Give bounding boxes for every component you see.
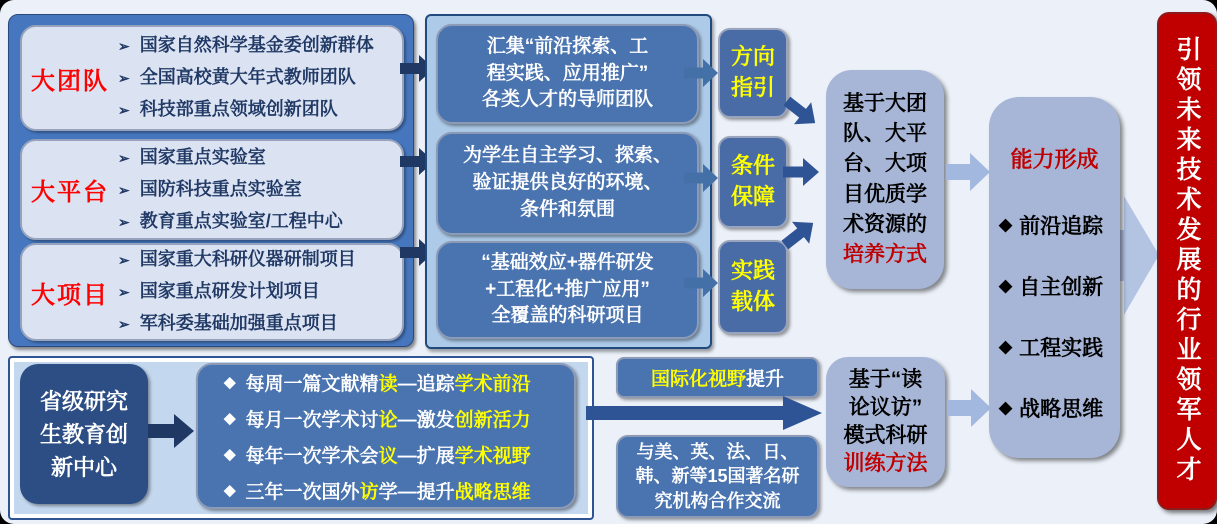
arrow-bullet-icon: ➢ xyxy=(118,102,130,118)
group-label-big-project: 大项目 xyxy=(31,281,109,309)
arrow-bullet-icon: ➢ xyxy=(118,38,130,54)
group-items-big-team xyxy=(118,30,402,126)
item-text: 国家重点研发计划项目 xyxy=(139,281,320,301)
flow-arrow-icon xyxy=(783,158,819,186)
ability-items xyxy=(989,210,1120,423)
cooperation-box: 与美、英、法、日、 韩、新等15国著名研 究机构合作交流 xyxy=(616,435,819,518)
list-item xyxy=(118,142,402,174)
pillar-condition-support: 条件 保障 xyxy=(718,136,788,228)
list-item xyxy=(224,441,574,468)
item-text: 每月一次学术讨论—激发创新活力 xyxy=(245,409,531,431)
list-item xyxy=(224,477,574,504)
goal-text: 引领未来技术发展的行业领军人才 xyxy=(1173,36,1201,486)
environment-description: 为学生自主学习、探索、 验证提供良好的环境、 条件和氛围 xyxy=(436,132,699,235)
international-vision-box: 国际化视野 提升 xyxy=(616,357,819,398)
list-item xyxy=(999,393,1120,423)
list-item xyxy=(118,308,402,340)
arrow-bullet-icon: ➢ xyxy=(118,316,130,332)
list-item xyxy=(118,276,402,308)
flow-arrow-icon xyxy=(684,164,718,192)
diamond-bullet-icon: ◆ xyxy=(224,446,236,463)
item-text: 军科委基础加强重点项目 xyxy=(139,313,338,333)
item-text: 国家自然科学基金委创新群体 xyxy=(139,35,374,55)
item-text: 前沿追踪 xyxy=(1019,215,1104,238)
resource-group-big-project xyxy=(20,243,404,341)
pillar-direction-guidance: 方向 指引 xyxy=(718,28,788,118)
flow-arrow-icon xyxy=(947,389,991,427)
flow-arrow-icon xyxy=(946,153,990,191)
group-items-big-project xyxy=(118,244,402,340)
ability-formation-box xyxy=(989,97,1120,458)
resource-group-big-team xyxy=(20,25,404,131)
item-text: 战略思维 xyxy=(1019,398,1104,421)
training-method-highlight: 训练方法 xyxy=(843,451,928,475)
arrow-bullet-icon: ➢ xyxy=(118,284,130,300)
item-text: 自主创新 xyxy=(1019,276,1104,299)
flow-arrow-icon xyxy=(684,269,718,297)
item-text: 国家重大科研仪器研制项目 xyxy=(139,249,356,269)
cultivation-method-text: 基于大团 队、大平 台、大项 目优质学 术资源的 xyxy=(843,92,927,236)
list-item xyxy=(999,332,1120,362)
arrow-bullet-icon: ➢ xyxy=(118,181,130,198)
provincial-center-box: 省级研究 生教育创 新中心 xyxy=(20,364,148,504)
diamond-bullet-icon: ◆ xyxy=(999,215,1013,234)
arrow-bullet-icon: ➢ xyxy=(118,149,130,166)
item-text: 国家重点实验室 xyxy=(139,146,266,167)
descriptions-panel xyxy=(425,14,712,349)
list-item xyxy=(224,369,574,396)
list-item xyxy=(224,405,574,432)
training-method-box xyxy=(826,357,945,487)
list-item xyxy=(118,174,402,206)
item-text: 每年一次学术会议—扩展学术视野 xyxy=(245,445,531,467)
list-item xyxy=(118,244,402,276)
diamond-bullet-icon: ◆ xyxy=(999,276,1013,295)
goal-box xyxy=(1157,12,1217,510)
item-text: 科技部重点领域创新团队 xyxy=(139,99,338,119)
group-items-big-platform xyxy=(118,142,402,238)
ability-title: 能力形成 xyxy=(1010,147,1099,172)
item-text: 每周一篇文献精读—追踪学术前沿 xyxy=(245,373,531,395)
diamond-bullet-icon: ◆ xyxy=(224,482,236,499)
mentor-team-description: 汇集“前沿探索、工 程实践、应用推广” 各类人才的导师团队 xyxy=(436,24,699,124)
list-item xyxy=(118,94,402,126)
cultivation-method-box xyxy=(826,70,944,289)
flow-arrow-icon xyxy=(684,59,718,87)
diamond-bullet-icon: ◆ xyxy=(999,337,1013,356)
diamond-bullet-icon: ◆ xyxy=(224,410,236,427)
item-text: 国防科技重点实验室 xyxy=(139,178,302,199)
project-coverage-description: “基础效应+器件研发 +工程化+推广应用” 全覆盖的科研项目 xyxy=(436,241,699,339)
item-text: 全国高校黄大年式教师团队 xyxy=(139,67,356,87)
item-text: 工程实践 xyxy=(1019,337,1104,360)
resource-group-big-platform xyxy=(20,139,404,240)
item-text: 教育重点实验室/工程中心 xyxy=(139,210,343,231)
flow-arrow-icon xyxy=(148,414,194,448)
training-method-text: 基于“读 论议访” 模式科研 xyxy=(843,368,928,447)
arrow-bullet-icon: ➢ xyxy=(118,252,130,268)
diamond-bullet-icon: ◆ xyxy=(999,398,1013,417)
arrow-bullet-icon: ➢ xyxy=(118,70,130,86)
flow-arrow-icon xyxy=(586,396,822,430)
activities-box xyxy=(196,363,576,509)
group-label-big-platform: 大平台 xyxy=(31,179,109,206)
list-item xyxy=(118,206,402,238)
group-label-big-team: 大团队 xyxy=(31,67,109,95)
pillar-practice-carrier: 实践 载体 xyxy=(718,240,788,334)
arrow-bullet-icon: ➢ xyxy=(118,213,130,230)
diamond-bullet-icon: ◆ xyxy=(224,374,236,391)
item-text: 三年一次国外访学—提升战略思维 xyxy=(245,481,531,503)
list-item xyxy=(118,30,402,62)
list-item xyxy=(999,210,1120,240)
resources-panel xyxy=(8,14,414,347)
cultivation-method-highlight: 培养方式 xyxy=(843,242,927,266)
list-item xyxy=(999,271,1120,301)
list-item xyxy=(118,62,402,94)
